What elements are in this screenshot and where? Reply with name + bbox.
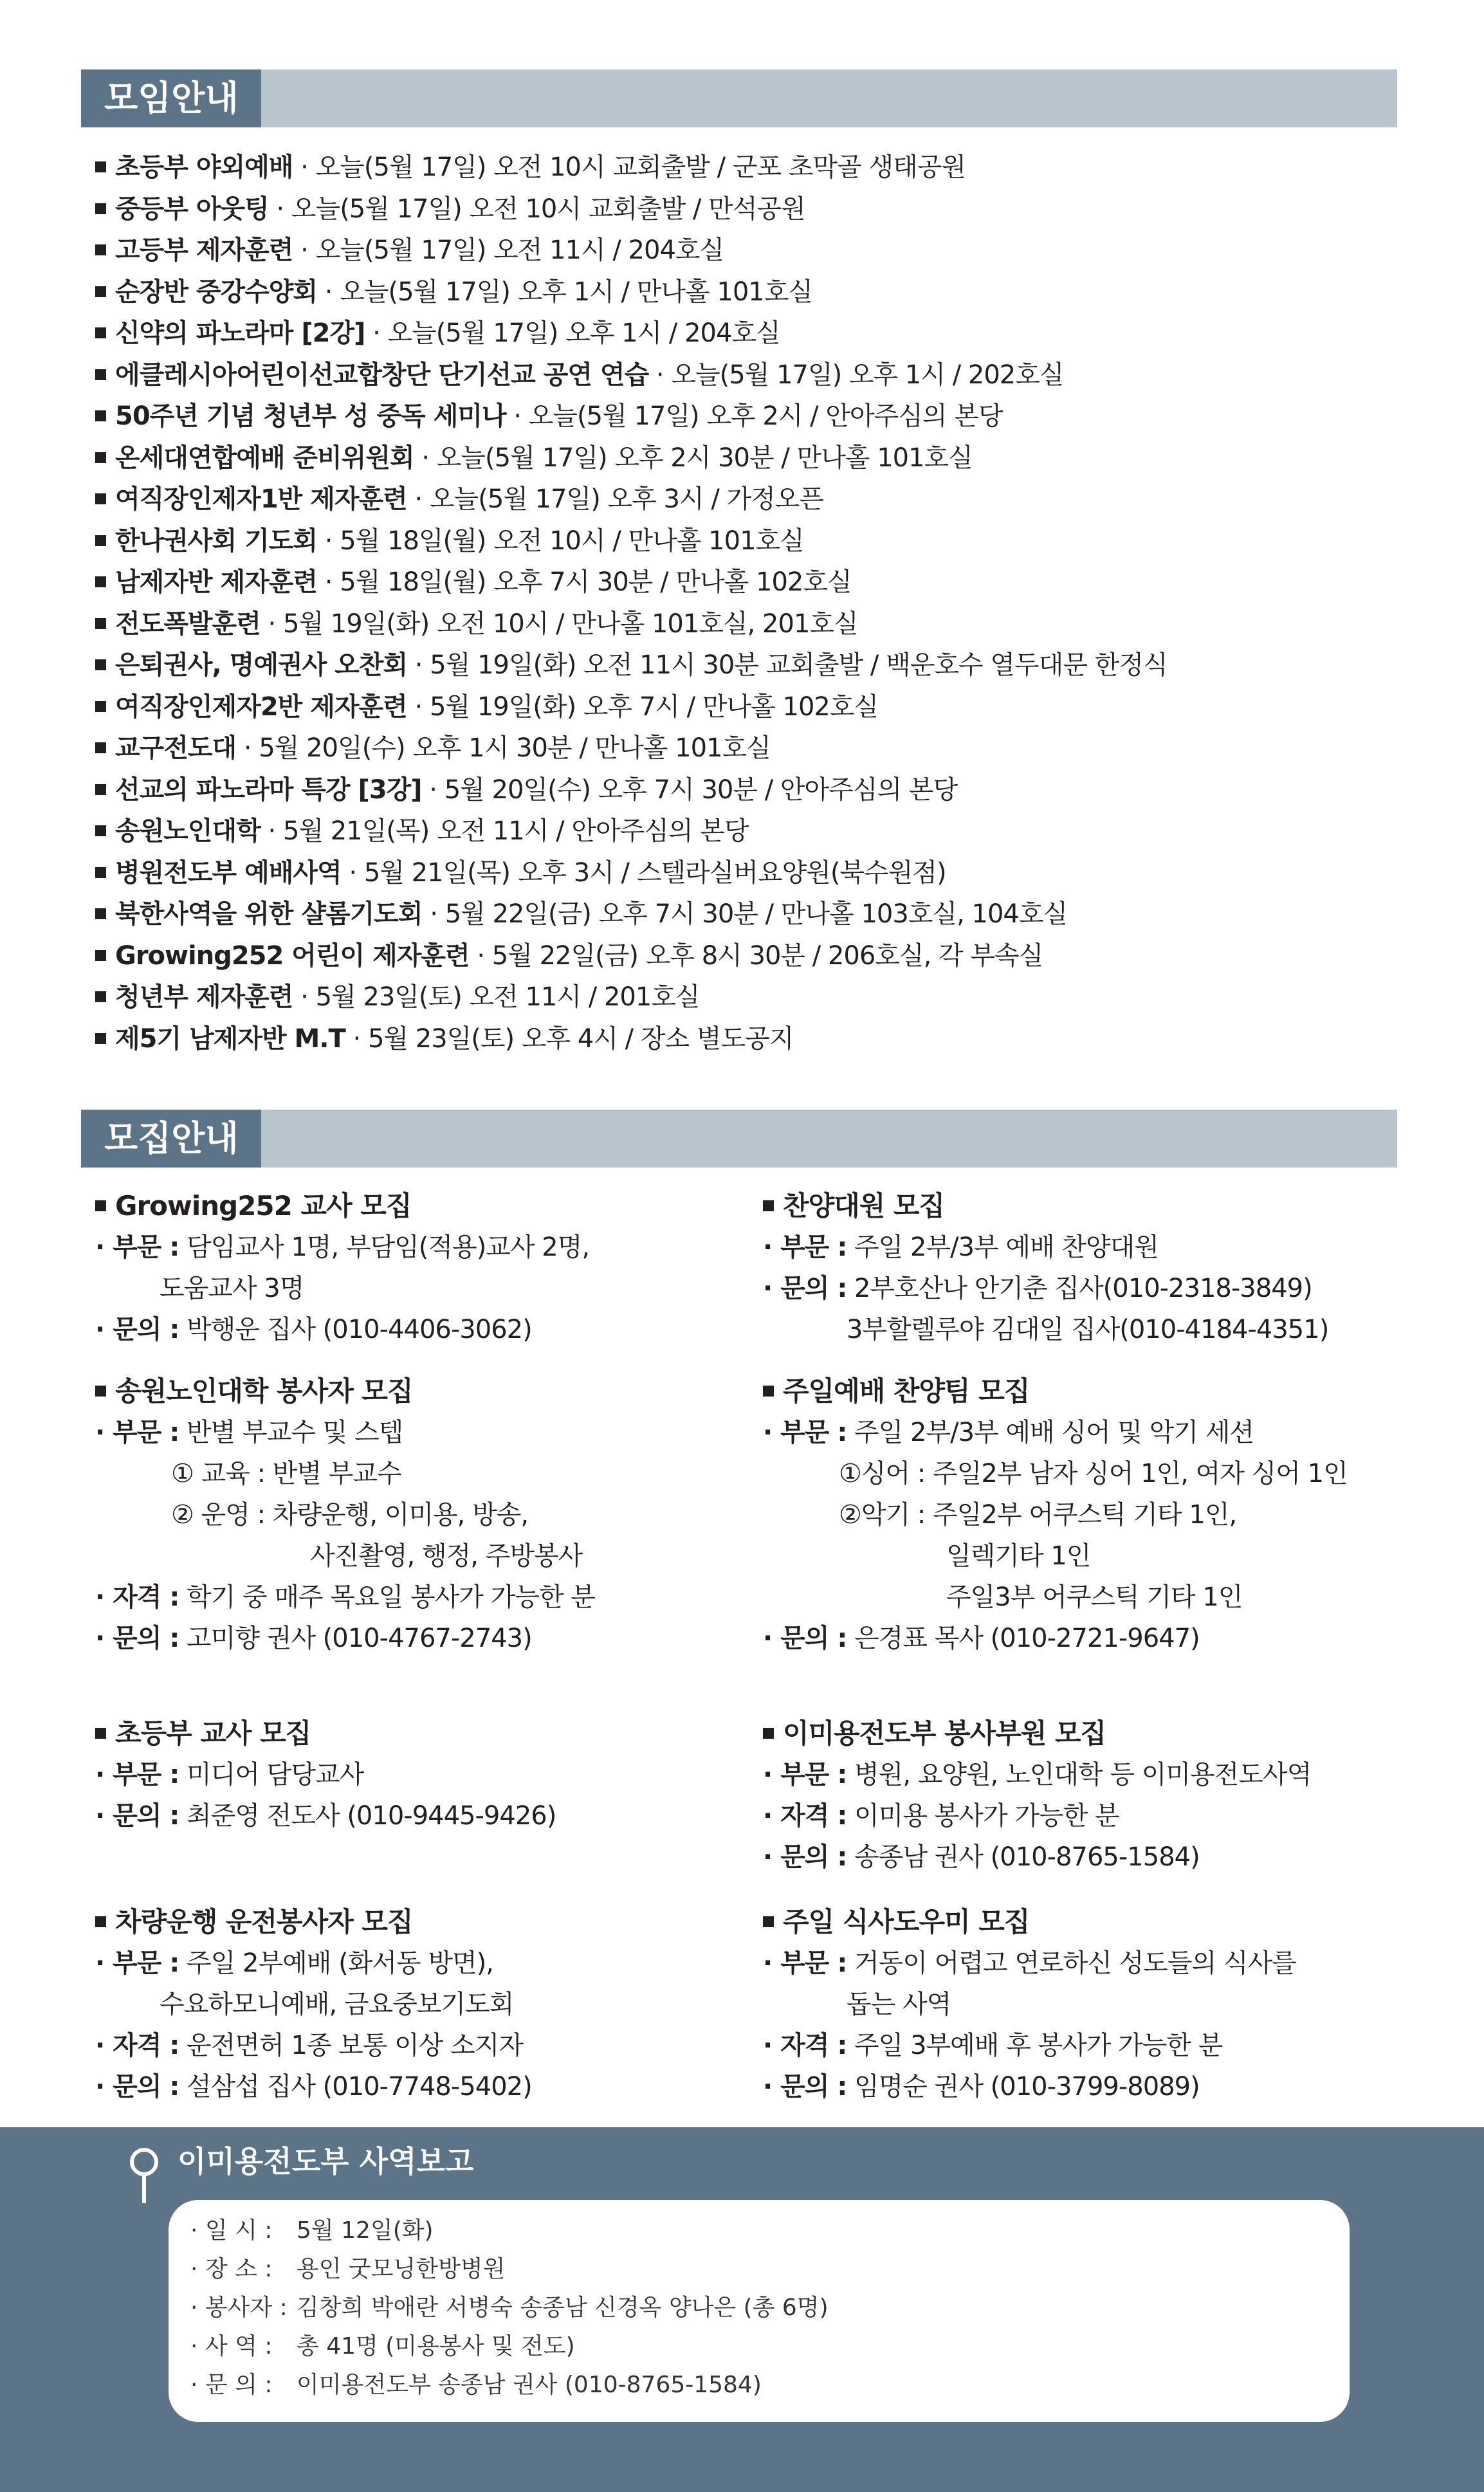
square-bullet-icon xyxy=(763,1728,774,1739)
meeting-item xyxy=(95,686,1407,728)
meeting-name: 50주년 기념 청년부 성 중독 세미나 xyxy=(115,401,506,431)
report-connector-line xyxy=(142,2176,146,2203)
recruit-row xyxy=(763,1618,1406,1659)
recruit-block-title xyxy=(763,1371,1406,1412)
recruit-row xyxy=(95,1618,738,1659)
square-bullet-icon xyxy=(95,493,106,504)
recruit-row-gap xyxy=(847,1418,854,1447)
report-row-text: 총 41명 (미용봉사 및 전도) xyxy=(297,2333,575,2359)
recruit-row-label: · 부문 : xyxy=(763,1760,847,1790)
meeting-detail: 오늘(5월 17일) 오후 1시 / 만나홀 101호실 xyxy=(340,277,813,307)
meeting-detail: 5월 22일(금) 오후 7시 30분 / 만나홀 103호실, 104호실 xyxy=(444,899,1068,929)
meeting-separator: · xyxy=(317,526,340,556)
meeting-name: 온세대연합예배 준비위원회 xyxy=(115,443,414,473)
recruit-title-text: 주일예배 찬양팀 모집 xyxy=(783,1375,1030,1407)
recruit-block-title xyxy=(95,1186,738,1227)
recruit-block xyxy=(95,1901,738,2107)
meeting-separator: · xyxy=(407,692,430,722)
recruit-row xyxy=(763,1943,1406,1984)
report-row-label: · 일 시 : xyxy=(190,2217,273,2244)
report-title: 이미용전도부 사역보고 xyxy=(178,2144,474,2179)
recruit-block-title xyxy=(95,1713,738,1754)
meeting-item xyxy=(95,188,1407,230)
recruit-row-text: 최준영 전도사 (010-9445-9426) xyxy=(187,1801,556,1831)
meeting-name: 청년부 제자훈련 xyxy=(115,982,293,1012)
meeting-detail: 오늘(5월 17일) 오후 1시 / 204호실 xyxy=(387,318,780,348)
meeting-item xyxy=(95,645,1407,686)
recruit-row-text: 거동이 어렵고 연로하신 성도들의 식사를 xyxy=(854,1948,1296,1978)
recruit-row-gap xyxy=(179,1624,187,1653)
square-bullet-icon xyxy=(95,369,106,380)
square-bullet-icon xyxy=(95,1916,106,1927)
recruit-row-label: · 문의 : xyxy=(95,1624,179,1653)
meeting-detail: 5월 20일(수) 오후 1시 30분 / 만나홀 101호실 xyxy=(259,733,771,763)
recruit-row-gap xyxy=(179,1232,187,1262)
report-rows xyxy=(190,2212,829,2405)
report-row-text: 용인 굿모닝한방병원 xyxy=(297,2256,506,2282)
recruit-row-text: 설삼섭 집사 (010-7748-5402) xyxy=(187,2072,532,2102)
meeting-name: 남제자반 제자훈련 xyxy=(115,567,318,597)
meeting-detail: 5월 20일(수) 오후 7시 30분 / 안아주심의 본당 xyxy=(444,774,958,805)
report-row xyxy=(190,2366,829,2405)
recruit-row-text: 미디어 담당교사 xyxy=(187,1760,364,1790)
report-row xyxy=(190,2289,829,2327)
recruit-row xyxy=(95,1227,738,1268)
square-bullet-icon xyxy=(763,1200,774,1211)
meeting-name: 제5기 남제자반 M.T xyxy=(115,1023,345,1054)
recruit-row-text: 병원, 요양원, 노인대학 등 이미용전도사역 xyxy=(854,1760,1312,1790)
meeting-item xyxy=(95,313,1407,354)
recruit-block xyxy=(95,1371,738,1659)
meeting-separator: · xyxy=(341,857,364,888)
recruit-row-continuation: 주일3부 어쿠스틱 기타 1인 xyxy=(946,1582,1243,1612)
recruit-row-continuation: 돕는 사역 xyxy=(847,1990,951,2019)
recruit-row xyxy=(95,1412,738,1453)
recruit-row-label: · 문의 : xyxy=(95,2072,179,2102)
meeting-name: 순장반 중강수양회 xyxy=(115,277,318,307)
recruit-block-title xyxy=(95,1901,738,1943)
meeting-separator: · xyxy=(407,650,430,680)
meeting-item xyxy=(95,271,1407,313)
recruit-row-label: · 부문 : xyxy=(95,1948,179,1978)
recruit-row xyxy=(95,1309,738,1350)
meeting-detail: 오늘(5월 17일) 오전 10시 교회출발 / 군포 초막골 생태공원 xyxy=(315,152,966,182)
recruit-section-header xyxy=(81,1110,1397,1168)
recruit-row-label: · 문의 : xyxy=(95,1801,179,1831)
meeting-detail: 5월 19일(화) 오전 11시 30분 교회출발 / 백운호수 열두대문 한정식 xyxy=(430,650,1168,680)
square-bullet-icon xyxy=(95,867,106,878)
meeting-item xyxy=(95,479,1407,520)
meeting-item xyxy=(95,562,1407,603)
meeting-name: 교구전도대 xyxy=(115,733,237,763)
recruit-block xyxy=(763,1371,1406,1659)
meeting-detail: 오늘(5월 17일) 오후 2시 / 안아주심의 본당 xyxy=(528,401,1003,431)
meeting-separator: · xyxy=(648,360,672,390)
recruit-row-gap xyxy=(179,1948,187,1978)
meeting-item xyxy=(95,396,1407,437)
recruit-row-gap xyxy=(179,1315,187,1344)
meeting-detail: 5월 23일(토) 오후 4시 / 장소 별도공지 xyxy=(367,1023,794,1054)
meeting-detail: 5월 21일(목) 오전 11시 / 안아주심의 본당 xyxy=(283,816,749,846)
recruit-row-label: · 부문 : xyxy=(95,1232,179,1262)
recruit-block-title xyxy=(763,1186,1406,1227)
recruit-row-gap xyxy=(179,1418,187,1447)
recruit-row xyxy=(95,2066,738,2107)
recruit-title-text: 주일 식사도우미 모집 xyxy=(783,1906,1030,1938)
recruit-block xyxy=(95,1713,738,1837)
recruit-title-text: 초등부 교사 모집 xyxy=(115,1718,311,1749)
square-bullet-icon xyxy=(763,1386,774,1397)
report-row-text: 5월 12일(화) xyxy=(297,2217,434,2244)
recruit-row-text: 임명순 권사 (010-3799-8089) xyxy=(854,2072,1200,2102)
square-bullet-icon xyxy=(95,991,106,1002)
meeting-item xyxy=(95,603,1407,645)
recruit-row-text: 담임교사 1명, 부담임(적용)교사 2명, xyxy=(187,1232,590,1262)
meeting-separator: · xyxy=(317,567,340,597)
recruit-row-text: 2부호산나 안기춘 집사(010-2318-3849) xyxy=(854,1274,1312,1303)
report-row-text: 김창희 박애란 서병숙 송종남 신경옥 양나은 (총 6명) xyxy=(297,2295,829,2321)
meeting-item xyxy=(95,728,1407,769)
square-bullet-icon xyxy=(95,452,106,463)
meeting-separator: · xyxy=(421,774,444,805)
meeting-detail: 오늘(5월 17일) 오전 10시 교회출발 / 만석공원 xyxy=(291,194,805,224)
circle-icon xyxy=(130,2148,158,2176)
recruit-row-label: · 부문 : xyxy=(95,1418,179,1447)
recruit-row-label: · 자격 : xyxy=(763,2031,847,2060)
square-bullet-icon xyxy=(95,161,106,172)
square-bullet-icon xyxy=(95,1033,106,1044)
meeting-name: 여직장인제자2반 제자훈련 xyxy=(115,692,407,722)
report-row-label: · 사 역 : xyxy=(190,2333,273,2359)
square-bullet-icon xyxy=(95,742,106,753)
square-bullet-icon xyxy=(95,244,106,255)
recruit-row-continuation: 사진촬영, 행정, 주방봉사 xyxy=(310,1541,583,1571)
meeting-name: 중등부 아웃팅 xyxy=(115,194,269,224)
recruit-row-label: · 부문 : xyxy=(763,1418,847,1447)
meeting-separator: · xyxy=(469,940,492,971)
meeting-item xyxy=(95,437,1407,479)
recruit-row-text: 박행운 집사 (010-4406-3062) xyxy=(187,1315,532,1344)
recruit-row-gap xyxy=(847,1624,854,1653)
recruit-block xyxy=(763,1186,1406,1350)
recruit-row-gap xyxy=(847,1232,854,1262)
square-bullet-icon xyxy=(95,784,106,795)
recruit-row-gap xyxy=(179,2031,187,2060)
report-row xyxy=(190,2327,829,2366)
recruit-block-title xyxy=(763,1901,1406,1943)
meeting-item xyxy=(95,811,1407,852)
meeting-name: 초등부 야외예배 xyxy=(115,152,293,182)
recruit-row-continuation: ①싱어 : 주일2부 남자 싱어 1인, 여자 싱어 1인 xyxy=(839,1459,1348,1489)
recruit-row-text: 은경표 목사 (010-2721-9647) xyxy=(854,1624,1200,1653)
meeting-detail: 5월 22일(금) 오후 8시 30분 / 206호실, 각 부속실 xyxy=(491,940,1043,971)
recruit-row-label: · 자격 : xyxy=(763,1801,847,1831)
recruit-row xyxy=(763,2025,1406,2066)
square-bullet-icon xyxy=(95,1200,106,1211)
recruit-block-title xyxy=(763,1713,1406,1754)
recruit-row-label: · 문의 : xyxy=(763,1274,847,1303)
meeting-item xyxy=(95,852,1407,894)
square-bullet-icon xyxy=(95,908,106,919)
meeting-separator: · xyxy=(260,609,283,639)
recruit-row-gap xyxy=(847,1760,854,1790)
meeting-separator: · xyxy=(293,235,316,265)
meeting-name: Growing252 어린이 제자훈련 xyxy=(115,940,470,971)
recruit-row xyxy=(763,1754,1406,1795)
recruit-row-gap xyxy=(847,2031,854,2060)
meeting-name: 고등부 제자훈련 xyxy=(115,235,293,265)
meeting-item xyxy=(95,935,1407,977)
recruit-title-text: Growing252 교사 모집 xyxy=(115,1190,412,1222)
recruit-title-text: 이미용전도부 봉사부원 모집 xyxy=(783,1718,1106,1749)
meeting-detail: 5월 19일(화) 오전 10시 / 만나홀 101호실, 201호실 xyxy=(283,609,858,639)
meeting-separator: · xyxy=(236,733,259,763)
report-row-label: · 장 소 : xyxy=(190,2256,273,2282)
meeting-item xyxy=(95,520,1407,562)
recruit-row xyxy=(763,1227,1406,1268)
meeting-name: 신약의 파노라마 [2강] xyxy=(115,318,365,348)
meeting-item xyxy=(95,976,1407,1018)
recruit-row-text: 학기 중 매주 목요일 봉사가 가능한 분 xyxy=(187,1582,595,1612)
meeting-name: 한나권사회 기도회 xyxy=(115,526,318,556)
recruit-row xyxy=(763,2066,1406,2107)
meeting-separator: · xyxy=(345,1023,368,1054)
square-bullet-icon xyxy=(95,203,106,214)
square-bullet-icon xyxy=(95,535,106,546)
meeting-detail: 오늘(5월 17일) 오후 1시 / 202호실 xyxy=(671,360,1064,390)
recruit-row-text: 주일 3부예배 후 봉사가 가능한 분 xyxy=(854,2031,1223,2060)
meeting-name: 송원노인대학 xyxy=(115,816,261,846)
recruit-row-gap xyxy=(847,1801,854,1831)
recruit-row-continuation: 3부할렐루야 김대일 집사(010-4184-4351) xyxy=(847,1315,1329,1344)
meeting-item xyxy=(95,230,1407,271)
recruit-header-label: 모집안내 xyxy=(81,1110,261,1168)
meeting-separator: · xyxy=(268,194,291,224)
square-bullet-icon xyxy=(95,1386,106,1397)
meeting-name: 여직장인제자1반 제자훈련 xyxy=(115,484,407,514)
square-bullet-icon xyxy=(95,576,106,587)
square-bullet-icon xyxy=(763,1916,774,1927)
meeting-detail: 5월 18일(월) 오후 7시 30분 / 만나홀 102호실 xyxy=(340,567,852,597)
meeting-name: 병원전도부 예배사역 xyxy=(115,857,342,888)
meeting-name: 전도폭발훈련 xyxy=(115,609,261,639)
recruit-title-text: 차량운행 운전봉사자 모집 xyxy=(115,1906,413,1938)
meeting-item xyxy=(95,354,1407,396)
recruit-row-label: · 문의 : xyxy=(763,2072,847,2102)
recruit-block xyxy=(763,1713,1406,1878)
recruit-row-text: 송종남 권사 (010-8765-1584) xyxy=(854,1842,1200,1872)
meeting-separator: · xyxy=(365,318,388,348)
square-bullet-icon xyxy=(95,701,106,712)
meeting-separator: · xyxy=(260,816,283,846)
recruit-row-gap xyxy=(847,1948,854,1978)
meeting-item xyxy=(95,893,1407,935)
meeting-detail: 5월 18일(월) 오전 10시 / 만나홀 101호실 xyxy=(340,526,804,556)
recruit-row-continuation: 일렉기타 1인 xyxy=(946,1541,1091,1571)
recruit-row-label: · 부문 : xyxy=(95,1760,179,1790)
square-bullet-icon xyxy=(95,327,106,338)
recruit-row xyxy=(763,1795,1406,1837)
square-bullet-icon xyxy=(95,1728,106,1739)
meeting-separator: · xyxy=(422,899,445,929)
recruit-row xyxy=(95,2025,738,2066)
recruit-row-label: · 부문 : xyxy=(763,1232,847,1262)
meeting-separator: · xyxy=(293,152,316,182)
recruit-row-gap xyxy=(847,1274,854,1303)
recruit-row-label: · 자격 : xyxy=(95,1582,179,1612)
report-row xyxy=(190,2212,829,2250)
report-row-label: · 봉사자 : xyxy=(190,2295,288,2321)
meetings-section-header xyxy=(81,69,1397,127)
recruit-row-label: · 부문 : xyxy=(763,1948,847,1978)
recruit-row-label: · 문의 : xyxy=(763,1624,847,1653)
square-bullet-icon xyxy=(95,950,106,961)
meeting-name: 북한사역을 위한 샬롬기도회 xyxy=(115,899,423,929)
recruit-row-gap xyxy=(847,2072,854,2102)
meeting-detail: 5월 19일(화) 오후 7시 / 만나홀 102호실 xyxy=(429,692,879,722)
recruit-row xyxy=(95,1754,738,1795)
recruit-title-text: 송원노인대학 봉사자 모집 xyxy=(115,1375,413,1407)
recruit-row-continuation: 수요하모니예배, 금요중보기도회 xyxy=(160,1990,514,2019)
meeting-detail: 5월 21일(목) 오후 3시 / 스텔라실버요양원(북수원점) xyxy=(363,857,946,888)
recruit-block xyxy=(95,1186,738,1350)
meeting-detail: 5월 23일(토) 오전 11시 / 201호실 xyxy=(315,982,700,1012)
meeting-name: 은퇴권사, 명예권사 오찬회 xyxy=(115,650,408,680)
meeting-item xyxy=(95,769,1407,811)
recruit-row-text: 주일 2부/3부 예배 찬양대원 xyxy=(854,1232,1159,1262)
recruit-title-text: 찬양대원 모집 xyxy=(783,1190,945,1222)
recruit-row xyxy=(763,1412,1406,1453)
recruit-row-text: 이미용 봉사가 가능한 분 xyxy=(854,1801,1119,1831)
recruit-row xyxy=(95,1795,738,1837)
recruit-row xyxy=(95,1943,738,1984)
recruit-row-label: · 문의 : xyxy=(763,1842,847,1872)
recruit-row-gap xyxy=(847,1842,854,1872)
recruit-row-gap xyxy=(179,1801,187,1831)
meeting-separator: · xyxy=(414,443,437,473)
recruit-row-label: · 자격 : xyxy=(95,2031,179,2060)
recruit-row-text: 고미향 권사 (010-4767-2743) xyxy=(187,1624,532,1653)
recruit-row-text: 주일 2부/3부 예배 싱어 및 악기 세션 xyxy=(854,1418,1254,1447)
recruit-row-label: · 문의 : xyxy=(95,1315,179,1344)
recruit-row-continuation: 도움교사 3명 xyxy=(160,1274,304,1303)
recruit-row-text: 반별 부교수 및 스텝 xyxy=(187,1418,403,1447)
meeting-item xyxy=(95,1018,1407,1060)
recruit-row-continuation: ②악기 : 주일2부 어쿠스틱 기타 1인, xyxy=(839,1500,1237,1530)
recruit-row xyxy=(763,1837,1406,1878)
meeting-item xyxy=(95,147,1407,188)
square-bullet-icon xyxy=(95,410,106,421)
recruit-row xyxy=(763,1268,1406,1309)
recruit-row-text: 운전면허 1종 보통 이상 소지자 xyxy=(187,2031,524,2060)
recruit-row xyxy=(95,1577,738,1618)
meeting-separator: · xyxy=(407,484,430,514)
recruit-row-continuation: ② 운영 : 차량운행, 이미용, 방송, xyxy=(171,1500,529,1530)
square-bullet-icon xyxy=(95,618,106,629)
meeting-detail: 오늘(5월 17일) 오전 11시 / 204호실 xyxy=(315,235,724,265)
meeting-detail: 오늘(5월 17일) 오후 2시 30분 / 만나홀 101호실 xyxy=(436,443,973,473)
square-bullet-icon xyxy=(95,659,106,670)
square-bullet-icon xyxy=(95,825,106,836)
recruit-row-text: 주일 2부예배 (화서동 방면), xyxy=(187,1948,493,1978)
report-row-label: · 문 의 : xyxy=(190,2372,273,2398)
meeting-list xyxy=(95,147,1407,1059)
meeting-separator: · xyxy=(506,401,529,431)
square-bullet-icon xyxy=(95,286,106,297)
meetings-header-label: 모임안내 xyxy=(81,69,261,127)
meeting-separator: · xyxy=(317,277,340,307)
report-row xyxy=(190,2250,829,2289)
recruit-block-title xyxy=(95,1371,738,1412)
meeting-name: 에클레시아어린이선교합창단 단기선교 공연 연습 xyxy=(115,360,649,390)
recruit-row-gap xyxy=(179,1582,187,1612)
recruit-row-continuation: ① 교육 : 반별 부교수 xyxy=(171,1459,401,1489)
meeting-separator: · xyxy=(293,982,316,1012)
recruit-row-gap xyxy=(179,1760,187,1790)
meeting-name: 선교의 파노라마 특강 [3강] xyxy=(115,774,422,805)
meeting-detail: 오늘(5월 17일) 오후 3시 / 가정오픈 xyxy=(429,484,824,514)
recruit-row-gap xyxy=(179,2072,187,2102)
recruit-block xyxy=(763,1901,1406,2107)
report-row-text: 이미용전도부 송종남 권사 (010-8765-1584) xyxy=(297,2372,762,2398)
